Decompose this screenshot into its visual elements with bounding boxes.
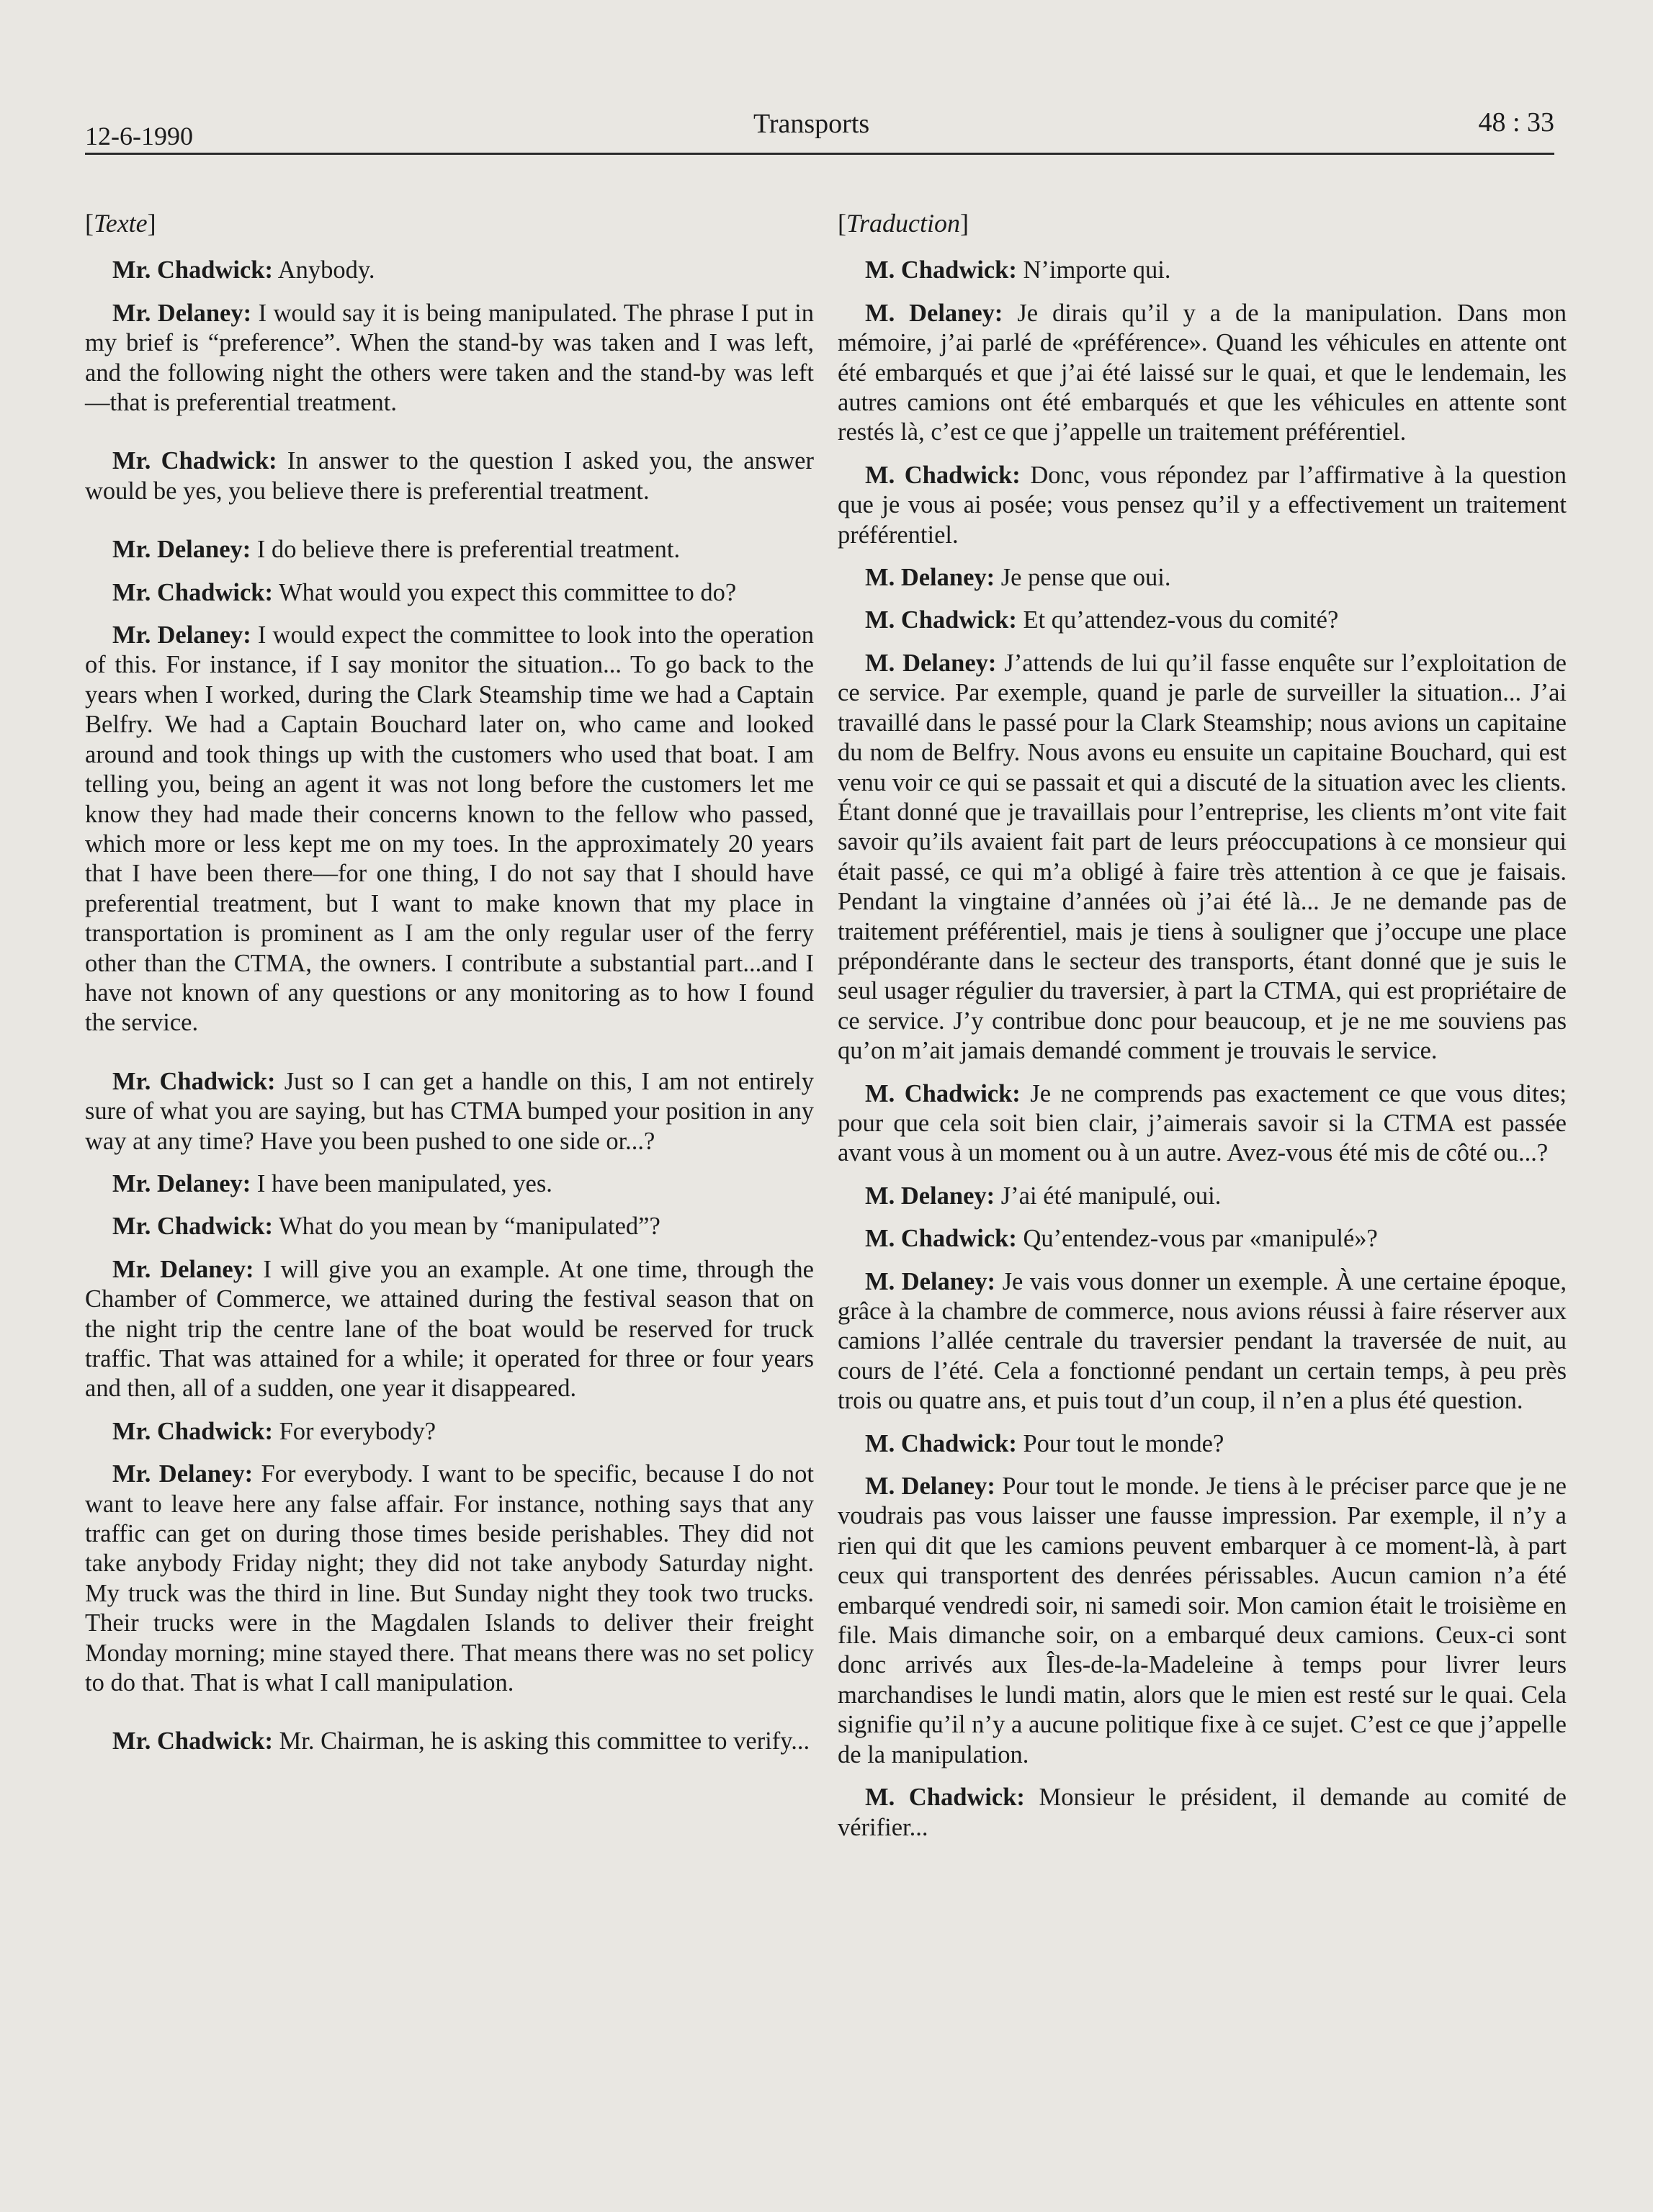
header-page-number: 48 : 33 <box>1478 107 1554 138</box>
transcript-paragraph <box>838 299 1567 448</box>
speaker-name: Mr. Chadwick: <box>112 256 273 284</box>
speaker-name: M. Delaney: <box>865 1473 995 1501</box>
transcript-paragraph <box>85 1727 814 1756</box>
speaker-name: M. Chadwick: <box>865 1784 1025 1812</box>
speech-text: What do you mean by “manipulated”? <box>273 1213 660 1241</box>
right-column-language-tag: [Traduction] <box>838 209 969 238</box>
speaker-name: Mr. Delaney: <box>112 1460 254 1488</box>
speaker-name: M. Chadwick: <box>865 256 1017 284</box>
speaker-name: M. Chadwick: <box>865 1429 1017 1457</box>
speaker-name: M. Chadwick: <box>865 1225 1017 1253</box>
transcript-paragraph <box>85 1212 814 1241</box>
speech-text: I would say it is being manipulated. The phrase I put in my brief is “preference”. When the stand-by was taken and I was left, and the following night the others were taken and the stand-by was left—that is preferential treatment. <box>85 299 814 417</box>
speech-text: Qu’entendez-vous par «manipulé»? <box>1016 1225 1378 1253</box>
transcript-paragraph <box>838 649 1567 1066</box>
transcript-paragraph <box>85 535 814 565</box>
speaker-name: Mr. Delaney: <box>112 621 251 649</box>
speech-text: For everybody. I want to be specific, because I do not want to leave here any false affair. For instance, nothing says that any traffic can get on during those times beside perishables. They did not take anybody Friday night; they did not take anybody Saturday night. My truck was the third in line. But Sunday night they took two trucks. Their trucks were in the Magdalen Islands to deliver their freight Monday morning; mine stayed there. That means there was no set policy to do that. That is what I call manipulation. <box>85 1460 815 1697</box>
transcript-paragraph <box>838 1182 1567 1211</box>
transcript-paragraph <box>838 1267 1567 1416</box>
speaker-name: Mr. Chadwick: <box>112 1727 273 1755</box>
transcript-paragraph <box>85 446 814 506</box>
speech-text: I have been manipulated, yes. <box>251 1169 552 1197</box>
speech-text: What would you expect this committee to do? <box>273 578 737 606</box>
speech-text: Je ne comprends pas exactement ce que vous dites; pour que cela soit bien clair, j’aimerais savoir si la CTMA est passée avant vous à un moment ou à un autre. Avez-vous été mis de côté ou...? <box>838 1079 1567 1167</box>
speaker-name: M. Delaney: <box>865 299 1003 327</box>
left-column-language-tag: [Texte] <box>85 209 156 238</box>
speech-text: In answer to the question I asked you, the answer would be yes, you believe there is preferential treatment. <box>85 447 814 505</box>
transcript-paragraph <box>85 578 814 608</box>
speaker-name: Mr. Chadwick: <box>112 1417 273 1445</box>
speaker-name: Mr. Chadwick: <box>112 1213 273 1241</box>
speech-text: I will give you an example. At one time, through the Chamber of Commerce, we attained during the festival season that on the night trip the centre lane of the boat would be reserved for truck traffic. That was attained for a while; it operated for three or four years and then, all of a sudden, one year it disappeared. <box>85 1255 814 1403</box>
transcript-paragraph <box>838 563 1567 593</box>
transcript-paragraph <box>85 621 814 1038</box>
speech-text: J’ai été manipulé, oui. <box>995 1182 1222 1210</box>
speech-text: Anybody. <box>273 256 375 284</box>
speaker-name: Mr. Delaney: <box>112 299 252 327</box>
transcript-paragraph <box>838 1429 1567 1459</box>
transcript-paragraph <box>838 461 1567 550</box>
transcript-paragraph <box>838 1472 1567 1770</box>
speech-text: Pour tout le monde. Je tiens à le préciser parce que je ne voudrais pas vous laisser une fausse impression. Par exemple, il n’y a rien qui dit que les camions peuvent embarquer à ce moment-là, à part ceux qui transportent des denrées périssables. Aucun camion n’a été embarqué vendredi soir, ni samedi soir. Mon camion était le troisième en file. Mais dimanche soir, on a embarqué deux camions. Ceux-ci sont donc arrivés aux Îles-de-la-Madeleine à temps pour livrer leurs marchandises le lundi matin, alors que le mien est resté sur le quai. Cela signifie qu’il n’y a aucune politique fixe à ce sujet. C’est ce que j’appelle de la manipulation. <box>838 1473 1567 1768</box>
speech-text: Et qu’attendez-vous du comité? <box>1016 606 1339 634</box>
header-date: 12-6-1990 <box>85 122 193 150</box>
speech-text: Donc, vous répondez par l’affirmative à la question que je vous ai posée; vous pensez qu’il y a effectivement un traitement préférentiel. <box>838 461 1567 549</box>
transcript-paragraph <box>838 1783 1567 1843</box>
speaker-name: M. Chadwick: <box>865 1079 1021 1107</box>
transcript-paragraph <box>85 1067 814 1156</box>
speaker-name: M. Chadwick: <box>865 461 1021 489</box>
speech-text: Je vais vous donner un exemple. À une certaine époque, grâce à la chambre de commerce, nous avions réussi à faire réserver aux camions l’allée centrale du traversier pendant la traversée de nuit, au cours de l’été. Cela a fonctionné pendant un certain temps, à peu près trois ou quatre ans, et puis tout d’un coup, il n’en a plus été question. <box>838 1267 1567 1415</box>
transcript-paragraph <box>85 1417 814 1447</box>
speech-text: N’importe qui. <box>1016 256 1171 284</box>
transcript-paragraph <box>85 1460 814 1698</box>
speaker-name: M. Delaney: <box>865 649 997 677</box>
transcript-paragraph <box>85 256 814 285</box>
speaker-name: Mr. Delaney: <box>112 1169 251 1197</box>
speech-text: Je pense que oui. <box>995 564 1171 592</box>
speaker-name: M. Delaney: <box>865 564 995 592</box>
transcript-paragraph <box>838 1224 1567 1254</box>
speech-text: Just so I can get a handle on this, I am not entirely sure of what you are saying, but has CTMA bumped your position in any way at any time? Have you been pushed to one side or...? <box>85 1067 814 1155</box>
speaker-name: Mr. Delaney: <box>112 1255 254 1283</box>
header-title: Transports <box>753 109 870 139</box>
speaker-name: M. Delaney: <box>865 1182 995 1210</box>
transcript-paragraph <box>838 256 1567 285</box>
speaker-name: M. Chadwick: <box>865 606 1017 634</box>
speech-text: I would expect the committee to look into the operation of this. For instance, if I say monitor the situation... To go back to the years when I worked, during the Clark Steamship time we had a Captain Belfry. We had a Captain Bouchard later on, who came and looked around and took things up with the customers who used that boat. I am telling you, being an agent it was not long before the customers let me know they had made their concerns known to the fellow who passed, which more or less kept me on my toes. In the approximately 20 years that I have been there—for one thing, I do not say that I should have preferential treatment, but I want to make known that my place in transportation is prominent as I am the only regular user of the ferry other than the CTMA, the owners. I contribute a substantial part...and I have not known of any questions or any monitoring as to how I found the service. <box>85 621 814 1037</box>
header-rule <box>85 153 1554 155</box>
speech-text: For everybody? <box>273 1417 436 1445</box>
speaker-name: Mr. Chadwick: <box>112 578 273 606</box>
transcript-paragraph <box>85 1169 814 1199</box>
speech-text: Je dirais qu’il y a de la manipulation. Dans mon mémoire, j’ai parlé de «préférence». Quand les véhicules en attente ont été embarqués et que j’ai été laissé sur le quai, et que le lendemain, les autres camions ont été embarqués et que les véhicules en attente sont restés là, c’est ce que j’appelle un traitement préférentiel. <box>838 299 1567 446</box>
speaker-name: Mr. Delaney: <box>112 536 251 564</box>
transcript-paragraph <box>838 1079 1567 1169</box>
speaker-name: Mr. Chadwick: <box>112 1067 276 1095</box>
speaker-name: M. Delaney: <box>865 1267 996 1295</box>
transcript-paragraph <box>85 1255 814 1404</box>
transcript-paragraph <box>838 606 1567 635</box>
left-column-english <box>85 209 814 1770</box>
transcript-paragraph <box>85 299 814 418</box>
speech-text: Pour tout le monde? <box>1016 1429 1224 1457</box>
right-column-french <box>838 209 1567 1856</box>
speaker-name: Mr. Chadwick: <box>112 447 277 475</box>
page-header <box>0 0 1653 166</box>
speech-text: J’attends de lui qu’il fasse enquête sur l’exploitation de ce service. Par exemple, quand je parle de surveiller la situation... J’ai travaillé dans le passé pour la Clark Steamship; nous avions un capitaine du nom de Belfry. Nous avons eu ensuite un capitaine Bouchard, qui est venu voir ce qui se passait et qui a discuté de la situation avec les clients. Étant donné que je travaillais pour l’entreprise, les clients m’ont vite fait savoir qu’ils avaient fait part de leurs préoccupations à ce monsieur qui était passé, ce qui m’a obligé à faire très attention à ce que je faisais. Pendant la vingtaine d’années où j’ai été là... Je ne demande pas de traitement préférentiel, mais je tiens à souligner que j’occupe une place prépondérante dans le secteur des transports, étant donné que je suis le seul usager régulier du traversier, à part la CTMA, qui est propriétaire de ce service. J’y contribue donc pour beaucoup, et je ne me souviens pas qu’on m’ait jamais demandé comment je trouvais le service. <box>838 649 1567 1065</box>
speech-text: Monsieur le président, il demande au comité de vérifier... <box>838 1784 1567 1841</box>
speech-text: I do believe there is preferential treatment. <box>251 536 681 564</box>
speech-text: Mr. Chairman, he is asking this committee to verify... <box>273 1727 810 1755</box>
